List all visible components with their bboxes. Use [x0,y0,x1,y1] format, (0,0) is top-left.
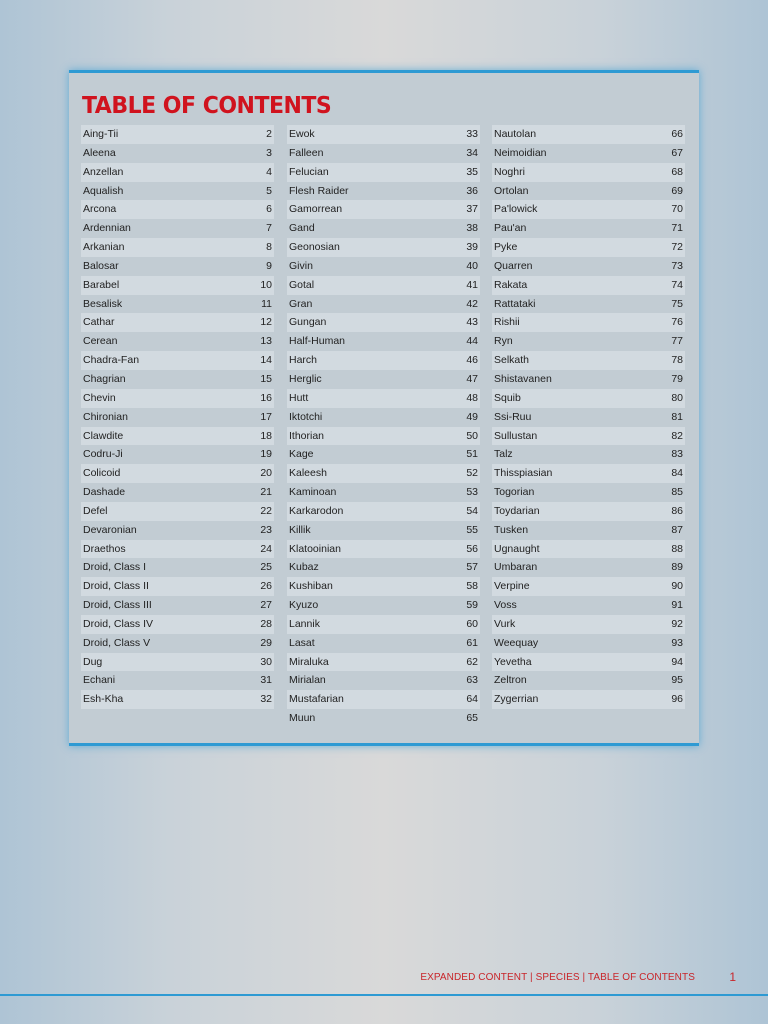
toc-entry-page: 85 [671,486,683,499]
toc-entry[interactable] [81,389,274,408]
toc-entry-name: Aleena [83,146,116,159]
toc-entry-page: 90 [671,580,683,593]
toc-entry-name: Zygerrian [494,693,539,706]
toc-entry-page: 95 [671,674,683,687]
toc-entry-page: 7 [266,222,272,235]
toc-entry[interactable] [492,125,685,144]
toc-entry-page: 25 [260,561,272,574]
toc-entry[interactable] [81,408,274,427]
toc-entry-name: Droid, Class I [83,561,147,574]
toc-entry[interactable] [287,182,480,201]
toc-entry-page: 42 [466,297,478,310]
toc-entry[interactable] [492,634,685,653]
toc-entry[interactable] [492,295,685,314]
toc-entry[interactable] [81,577,274,596]
toc-entry-name: Zeltron [494,674,527,687]
toc-entry-page: 38 [466,222,478,235]
toc-entry[interactable] [287,596,480,615]
toc-entry[interactable] [287,558,480,577]
toc-entry[interactable] [287,615,480,634]
toc-entry-name: Aqualish [83,184,124,197]
toc-entry[interactable] [287,295,480,314]
toc-entry-name: Falleen [289,146,324,159]
toc-entry[interactable] [81,163,274,182]
toc-entry-name: Felucian [289,165,329,178]
toc-entry[interactable] [287,219,480,238]
toc-entry-page: 17 [260,410,272,423]
toc-entry[interactable] [287,521,480,540]
toc-entry-page: 73 [671,259,683,272]
toc-entry-name: Ugnaught [494,542,540,555]
toc-entry-name: Harch [289,354,318,367]
toc-entry-name: Thisspiasian [494,467,553,480]
toc-entry-page: 59 [466,599,478,612]
toc-entry-page: 62 [466,655,478,668]
toc-entry[interactable] [492,389,685,408]
toc-entry[interactable] [81,313,274,332]
toc-entry-name: Kushiban [289,580,333,593]
footer-breadcrumb: EXPANDED CONTENT | SPECIES | TABLE OF CONTENTS [420,972,695,983]
toc-entry-page: 32 [260,693,272,706]
toc-entry[interactable] [492,502,685,521]
toc-entry-page: 19 [260,448,272,461]
toc-entry-name: Ithorian [289,429,325,442]
toc-entry-name: Balosar [83,259,119,272]
toc-entry-page: 66 [671,128,683,140]
toc-entry-page: 21 [260,486,272,499]
toc-entry-name: Gran [289,297,313,310]
toc-entry-name: Pau'an [494,222,527,235]
toc-entry-page: 36 [466,184,478,197]
toc-entry-page: 76 [671,316,683,329]
toc-entry-page: 34 [466,146,478,159]
toc-entry[interactable] [492,577,685,596]
toc-entry-page: 10 [260,278,272,291]
toc-entry[interactable] [492,464,685,483]
toc-entry-name: Gungan [289,316,327,329]
toc-entry-name: Lasat [289,636,315,649]
toc-entry[interactable] [81,182,274,201]
toc-entry-page: 24 [260,542,272,555]
toc-entry-page: 48 [466,391,478,404]
toc-entry-name: Herglic [289,372,322,385]
toc-entry[interactable] [287,313,480,332]
toc-entry[interactable] [287,577,480,596]
toc-entry-name: Klatooinian [289,542,341,555]
toc-entry[interactable] [287,370,480,389]
toc-entry[interactable] [492,521,685,540]
toc-entry-page: 2 [266,128,272,140]
toc-entry[interactable] [287,276,480,295]
toc-entry-name: Kyuzo [289,599,319,612]
toc-entry-page: 64 [466,693,478,706]
toc-entry-name: Kubaz [289,561,319,574]
toc-entry-page: 81 [671,410,683,423]
toc-entry[interactable] [287,144,480,163]
toc-entry-page: 75 [671,297,683,310]
toc-entry-name: Droid, Class V [83,636,151,649]
toc-entry-name: Toydarian [494,504,540,517]
toc-entry[interactable] [492,558,685,577]
toc-entry-page: 84 [671,467,683,480]
toc-entry[interactable] [81,332,274,351]
toc-entry-page: 87 [671,523,683,536]
toc-entry-name: Squib [494,391,521,404]
toc-entry-name: Ssi-Ruu [494,410,532,423]
toc-entry[interactable] [287,540,480,559]
toc-entry[interactable] [287,709,480,728]
toc-entry-name: Voss [494,599,517,612]
toc-entry[interactable] [81,558,274,577]
toc-entry-page: 46 [466,354,478,367]
toc-entry-page: 92 [671,617,683,630]
toc-entry-page: 79 [671,372,683,385]
toc-entry-name: Kaminoan [289,486,337,499]
toc-entry[interactable] [81,125,274,144]
toc-entry-name: Nautolan [494,128,537,140]
toc-entry-name: Kage [289,448,314,461]
toc-entry[interactable] [81,615,274,634]
toc-entry[interactable] [492,540,685,559]
toc-entry[interactable] [492,370,685,389]
toc-entry-page: 28 [260,617,272,630]
toc-entry-name: Mustafarian [289,693,344,706]
toc-entry[interactable] [287,634,480,653]
toc-entry[interactable] [81,671,274,690]
toc-entry[interactable] [287,653,480,672]
toc-entry-page: 67 [671,146,683,159]
toc-entry-page: 70 [671,203,683,216]
toc-entry-name: Yevetha [494,655,532,668]
toc-entry-name: Tusken [494,523,529,536]
toc-entry[interactable] [81,238,274,257]
toc-entry-name: Droid, Class III [83,599,152,612]
toc-entry-name: Ardennian [83,222,131,235]
toc-entry-page: 20 [260,467,272,480]
toc-entry-name: Chironian [83,410,128,423]
toc-entry-page: 61 [466,636,478,649]
toc-entry-name: Mirialan [289,674,326,687]
toc-entry-page: 22 [260,504,272,517]
toc-entry-page: 27 [260,599,272,612]
toc-entry[interactable] [492,163,685,182]
toc-entry[interactable] [287,408,480,427]
toc-entry-page: 11 [261,297,272,310]
toc-entry-name: Rishii [494,316,520,329]
toc-entry[interactable] [492,483,685,502]
toc-entry-name: Givin [289,259,313,272]
toc-entry[interactable] [81,690,274,709]
toc-entry-name: Selkath [494,354,530,367]
toc-entry-name: Chadra-Fan [83,354,140,367]
toc-entry-name: Iktotchi [289,410,323,423]
toc-entry-page: 4 [266,165,272,178]
toc-entry-name: Weequay [494,636,539,649]
table-of-contents-panel [69,70,699,746]
toc-entry-name: Vurk [494,617,516,630]
toc-entry[interactable] [81,144,274,163]
toc-column-2 [287,125,480,728]
toc-entry[interactable] [81,427,274,446]
toc-column-1 [81,125,274,709]
toc-entry-page: 69 [671,184,683,197]
toc-entry[interactable] [81,200,274,219]
toc-entry-page: 88 [671,542,683,555]
toc-entry-name: Quarren [494,259,533,272]
toc-entry-name: Gotal [289,278,315,291]
toc-entry-page: 40 [466,259,478,272]
toc-entry-page: 18 [260,429,272,442]
toc-entry-page: 80 [671,391,683,404]
toc-entry-page: 49 [466,410,478,423]
toc-entry[interactable] [287,200,480,219]
toc-entry-name: Gamorrean [289,203,343,216]
toc-entry-page: 71 [671,222,683,235]
toc-entry[interactable] [287,502,480,521]
toc-entry[interactable] [81,483,274,502]
toc-entry[interactable] [492,445,685,464]
toc-entry-page: 96 [671,693,683,706]
toc-entry-page: 15 [260,372,272,385]
toc-entry-page: 58 [466,580,478,593]
toc-entry-name: Hutt [289,391,309,404]
toc-entry-name: Verpine [494,580,530,593]
toc-entry[interactable] [287,445,480,464]
toc-entry-name: Arcona [83,203,117,216]
toc-entry-page: 50 [466,429,478,442]
toc-entry-name: Cathar [83,316,115,329]
toc-entry[interactable] [492,653,685,672]
toc-entry-page: 72 [671,241,683,254]
toc-entry[interactable] [81,257,274,276]
toc-entry-page: 52 [466,467,478,480]
toc-entry-name: Droid, Class IV [83,617,154,630]
toc-entry-name: Umbaran [494,561,538,574]
toc-entry[interactable] [492,238,685,257]
toc-entry[interactable] [492,615,685,634]
toc-entry-page: 68 [671,165,683,178]
toc-entry-page: 14 [260,354,272,367]
toc-entry-page: 37 [466,203,478,216]
toc-entry-name: Kaleesh [289,467,327,480]
toc-entry-page: 63 [466,674,478,687]
toc-entry[interactable] [287,690,480,709]
toc-entry[interactable] [492,276,685,295]
toc-entry-name: Gand [289,222,315,235]
toc-entry-name: Talz [494,448,513,461]
toc-entry-page: 89 [671,561,683,574]
toc-entry-name: Arkanian [83,241,125,254]
toc-entry-name: Chagrian [83,372,126,385]
toc-entry-name: Miraluka [289,655,329,668]
toc-entry-name: Lannik [289,617,320,630]
toc-entry[interactable] [81,502,274,521]
toc-entry-page: 41 [466,278,478,291]
toc-entry-page: 57 [466,561,478,574]
toc-entry[interactable] [492,690,685,709]
toc-entry-name: Noghri [494,165,525,178]
toc-entry[interactable] [287,238,480,257]
toc-entry[interactable] [492,408,685,427]
toc-entry[interactable] [492,200,685,219]
page-title: TABLE OF CONTENTS [82,93,332,120]
toc-entry-name: Pa'lowick [494,203,538,216]
toc-entry-page: 6 [266,203,272,216]
toc-entry-page: 5 [266,184,272,197]
toc-entry-name: Togorian [494,486,535,499]
toc-entry[interactable] [287,671,480,690]
toc-entry[interactable] [492,427,685,446]
toc-entry[interactable] [81,653,274,672]
toc-entry-page: 91 [671,599,683,612]
toc-entry[interactable] [492,257,685,276]
toc-entry-page: 31 [260,674,272,687]
toc-entry-name: Sullustan [494,429,538,442]
toc-entry-page: 33 [466,128,478,140]
toc-entry[interactable] [492,596,685,615]
toc-entry-page: 39 [466,241,478,254]
toc-entry-name: Codru-Ji [83,448,123,461]
toc-entry[interactable] [492,351,685,370]
toc-entry-name: Clawdite [83,429,124,442]
toc-entry[interactable] [81,276,274,295]
toc-entry-name: Ryn [494,335,513,348]
toc-entry-page: 9 [266,259,272,272]
toc-entry-page: 93 [671,636,683,649]
toc-entry-page: 53 [466,486,478,499]
toc-entry[interactable] [81,521,274,540]
toc-entry-page: 86 [671,504,683,517]
toc-entry-name: Barabel [83,278,120,291]
toc-entry[interactable] [81,634,274,653]
toc-entry-name: Karkarodon [289,504,344,517]
toc-entry-page: 51 [466,448,478,461]
toc-entry-name: Killik [289,523,311,536]
toc-entry-page: 83 [671,448,683,461]
toc-entry-name: Rakata [494,278,528,291]
toc-entry[interactable] [492,313,685,332]
toc-entry-page: 60 [466,617,478,630]
toc-entry[interactable] [492,671,685,690]
toc-entry[interactable] [287,351,480,370]
toc-entry-name: Cerean [83,335,118,348]
toc-entry[interactable] [287,125,480,144]
toc-entry-page: 65 [466,712,478,725]
toc-entry-name: Ortolan [494,184,529,197]
toc-entry[interactable] [287,332,480,351]
toc-entry-name: Esh-Kha [83,693,124,706]
toc-entry-name: Echani [83,674,116,687]
toc-entry-name: Half-Human [289,335,346,348]
toc-entry-page: 26 [260,580,272,593]
toc-entry-name: Chevin [83,391,116,404]
toc-entry-name: Neimoidian [494,146,547,159]
toc-entry-name: Dug [83,655,103,668]
toc-entry-name: Ewok [289,128,315,140]
toc-entry-page: 78 [671,354,683,367]
toc-entry-name: Devaronian [83,523,137,536]
toc-entry-page: 30 [260,655,272,668]
toc-entry[interactable] [81,370,274,389]
toc-entry-page: 55 [466,523,478,536]
toc-entry[interactable] [287,483,480,502]
toc-entry[interactable] [81,219,274,238]
toc-entry-page: 94 [671,655,683,668]
toc-entry-name: Draethos [83,542,126,555]
toc-entry[interactable] [492,144,685,163]
toc-entry[interactable] [81,540,274,559]
toc-entry[interactable] [287,427,480,446]
toc-entry-page: 16 [260,391,272,404]
toc-entry-page: 29 [260,636,272,649]
toc-entry-name: Anzellan [83,165,124,178]
toc-entry-page: 47 [466,372,478,385]
toc-entry-page: 56 [466,542,478,555]
toc-entry-page: 8 [266,241,272,254]
toc-entry-name: Aing-Tii [83,128,119,140]
toc-entry-page: 23 [260,523,272,536]
toc-entry[interactable] [81,596,274,615]
toc-entry-name: Rattataki [494,297,536,310]
toc-entry-page: 44 [466,335,478,348]
toc-entry[interactable] [81,351,274,370]
toc-entry[interactable] [81,295,274,314]
toc-entry-page: 82 [671,429,683,442]
toc-entry[interactable] [492,182,685,201]
toc-entry-name: Defel [83,504,108,517]
toc-entry-name: Besalisk [83,297,123,310]
toc-entry[interactable] [287,257,480,276]
toc-entry[interactable] [287,389,480,408]
toc-entry-name: Droid, Class II [83,580,149,593]
toc-entry-page: 13 [260,335,272,348]
toc-entry-name: Geonosian [289,241,340,254]
footer-divider [0,994,768,996]
toc-entry-page: 43 [466,316,478,329]
toc-entry-name: Shistavanen [494,372,552,385]
toc-entry-name: Flesh Raider [289,184,349,197]
toc-entry-page: 35 [466,165,478,178]
toc-entry-page: 54 [466,504,478,517]
toc-entry[interactable] [492,219,685,238]
toc-entry[interactable] [81,464,274,483]
toc-entry-name: Pyke [494,241,518,254]
toc-entry[interactable] [81,445,274,464]
toc-entry-page: 3 [266,146,272,159]
toc-entry[interactable] [287,464,480,483]
toc-entry-page: 77 [671,335,683,348]
toc-column-3 [492,125,685,709]
toc-entry-name: Muun [289,712,316,725]
toc-entry-page: 12 [260,316,272,329]
toc-entry-name: Colicoid [83,467,121,480]
footer-page-number: 1 [729,970,736,984]
toc-entry-name: Dashade [83,486,126,499]
toc-entry[interactable] [287,163,480,182]
toc-entry-page: 74 [671,278,683,291]
toc-entry[interactable] [492,332,685,351]
